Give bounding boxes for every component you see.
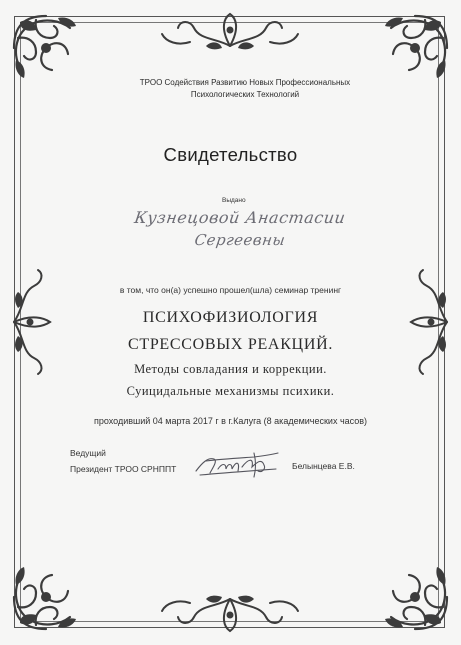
president-label: Президент ТРОО СРНППТ bbox=[70, 464, 177, 474]
seminar-date-details: проходивший 04 марта 2017 г в г.Калуга (8 академических часов) bbox=[93, 416, 368, 426]
recipient-name-line-1: Кузнецовой Анастасии bbox=[133, 208, 347, 227]
lead-label: Ведущий bbox=[70, 448, 106, 458]
organization-name bbox=[100, 77, 390, 101]
signer-name: Белынцева Е.В. bbox=[292, 461, 355, 471]
corner-ornament-top-left bbox=[6, 8, 88, 90]
completion-statement: в том, что он(а) успешно прошел(шла) семинар тренинг bbox=[119, 285, 342, 295]
top-ornament bbox=[150, 8, 310, 56]
corner-ornament-bottom-left bbox=[6, 555, 88, 637]
organization-line-1: ТРОО Содействия Развитию Новых Профессиональных bbox=[139, 78, 351, 87]
seminar-title-line-1: ПСИХОФИЗИОЛОГИЯ bbox=[142, 309, 319, 326]
organization-line-2: Психологических Технологий bbox=[190, 90, 300, 99]
recipient-name-line-2: Сергеевны bbox=[193, 231, 287, 249]
seminar-title-line-2: СТРЕССОВЫХ РЕАКЦИЙ. bbox=[127, 336, 334, 353]
seminar-subtitle-line-2: Суицидальные механизмы психики. bbox=[126, 384, 335, 398]
handwritten-signature bbox=[192, 449, 282, 479]
bottom-ornament bbox=[150, 589, 310, 637]
seminar-subtitle-line-1: Методы совладания и коррекции. bbox=[134, 362, 327, 376]
certificate-title: Свидетельство bbox=[163, 144, 298, 165]
corner-ornament-bottom-right bbox=[373, 555, 455, 637]
issued-label: Выдано bbox=[222, 197, 246, 204]
